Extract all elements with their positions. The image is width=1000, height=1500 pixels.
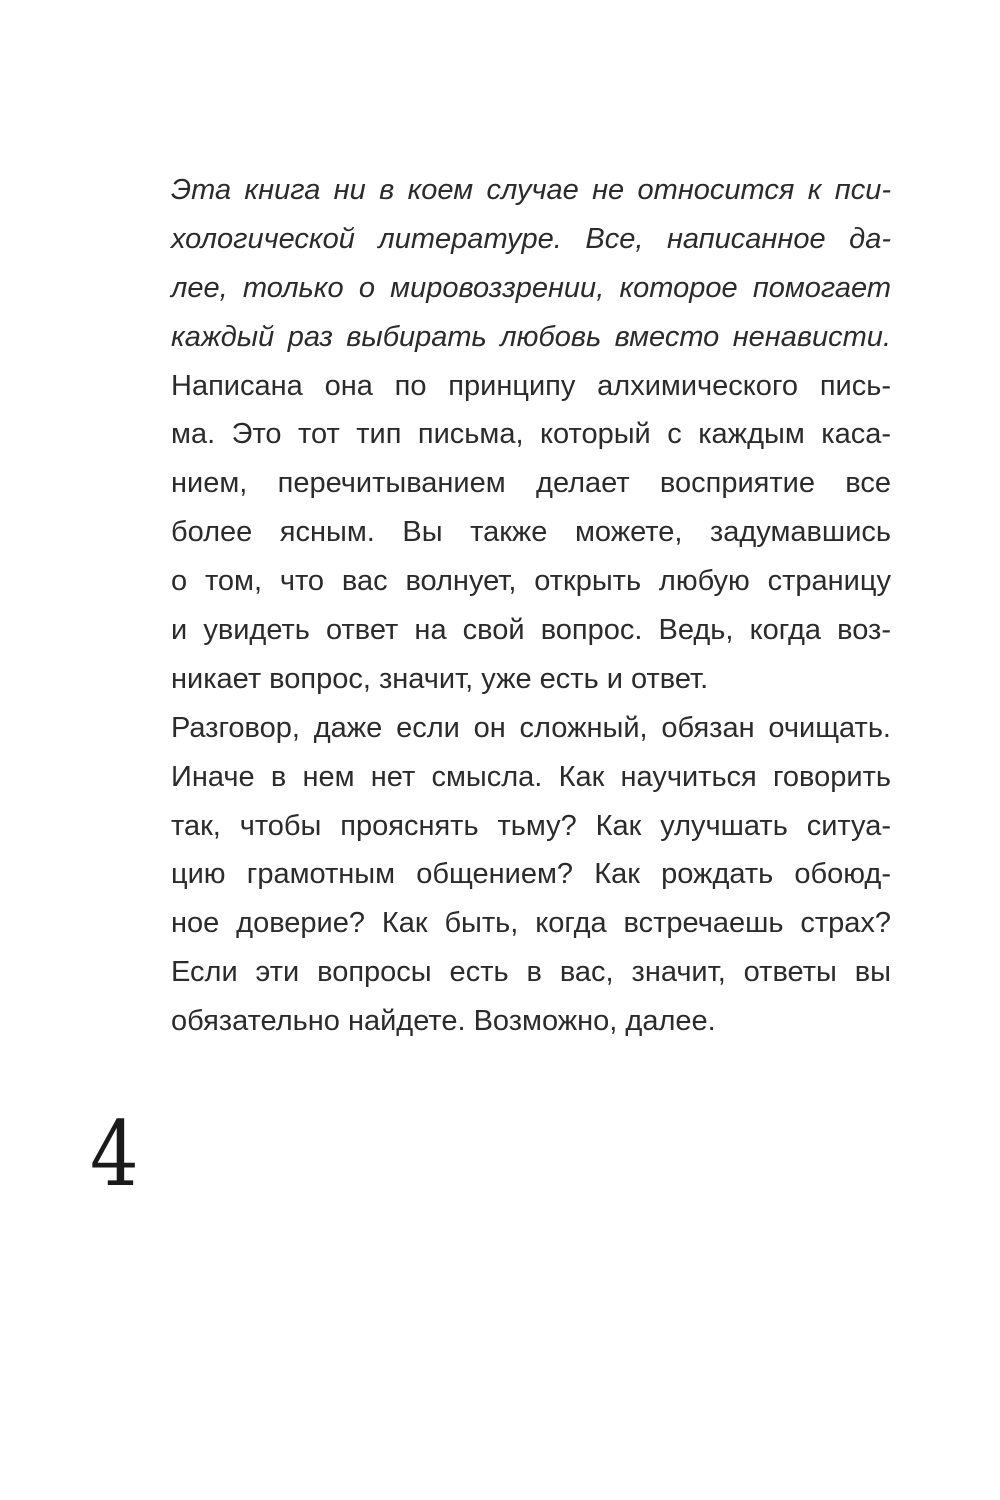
body-line: более ясным. Вы также можете, задумавшись [171, 516, 891, 549]
page-number: 4 [90, 1102, 139, 1207]
body-line: ма. Это тот тип письма, который с каждым каса- [171, 418, 891, 451]
body-line: о том, что вас волнует, открыть любую страницу [171, 565, 891, 598]
body-line: и увидеть ответ на свой вопрос. Ведь, когда воз- [171, 614, 891, 647]
body-line: никает вопрос, значит, уже есть и ответ. [171, 662, 709, 695]
body-line: так, чтобы прояснять тьму? Как улучшать ситуа- [171, 809, 891, 842]
body-line: обязательно найдете. Возможно, далее. [171, 1005, 716, 1038]
body-line: ное доверие? Как быть, когда встречаешь страх? [171, 907, 891, 940]
body-line: нием, перечитыванием делает восприятие все [171, 467, 891, 500]
intro-line: хологической литературе. Все, написанное да- [171, 222, 891, 255]
intro-line: лее, только о мировоззрении, которое помогает [171, 271, 891, 304]
intro-line: Эта книга ни в коем случае не относится к пси- [171, 174, 891, 206]
intro-line: каждый раз выбирать любовь вместо ненависти. [171, 320, 891, 353]
body-line: Разговор, даже если он сложный, обязан очищать. [171, 711, 891, 744]
body-line: Иначе в нем нет смысла. Как научиться говорить [171, 760, 891, 793]
body-line: цию грамотным общением? Как рождать обоюд- [171, 858, 891, 891]
body-line: Если эти вопросы есть в вас, значит, ответы вы [171, 956, 891, 989]
page-text [171, 166, 891, 1046]
body-line: Написана она по принципу алхимического пись- [171, 369, 891, 402]
